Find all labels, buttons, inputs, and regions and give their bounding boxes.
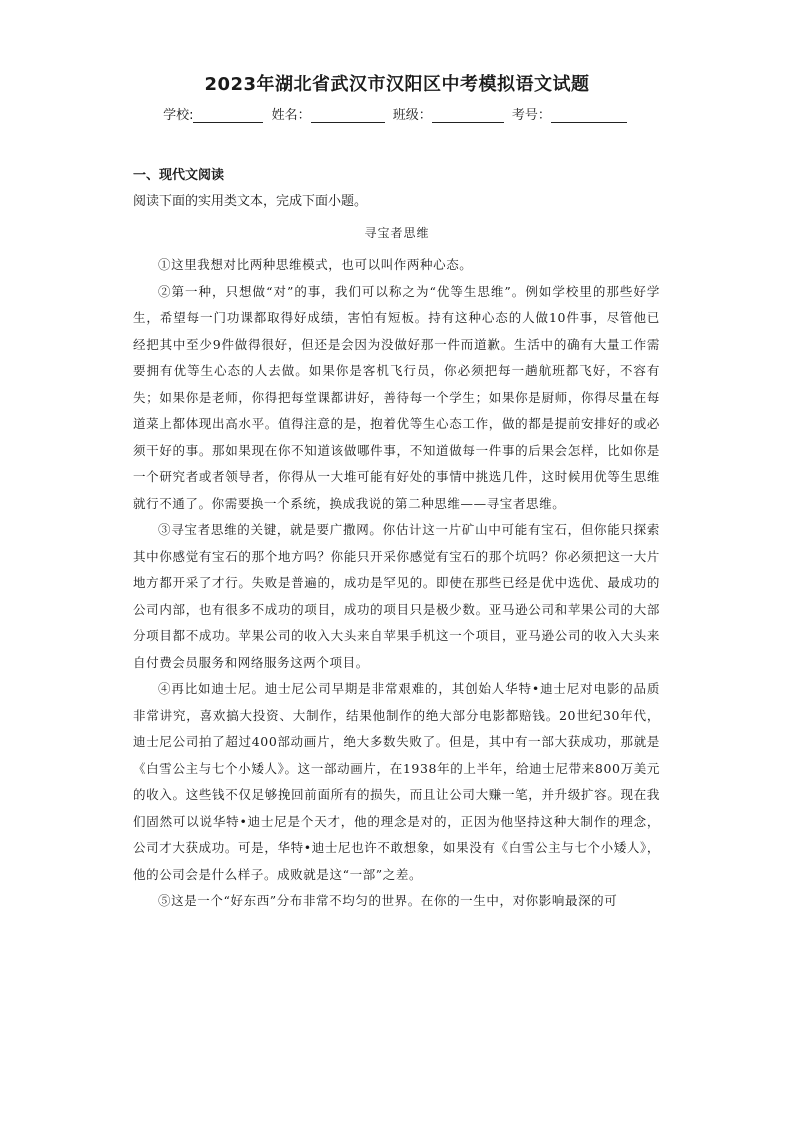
school-label: 学校: — [163, 108, 194, 123]
name-blank — [311, 108, 385, 123]
paragraph-1: ①这里我想对比两种思维模式，也可以叫作两种心态。 — [158, 257, 473, 272]
article-body — [133, 252, 660, 915]
name-label: 姓名： — [271, 108, 311, 123]
exam-no-blank — [551, 108, 627, 123]
section-heading: 一、现代文阅读 — [133, 168, 225, 183]
paragraph-2: ②第一种，只想做“对”的事，我们可以称之为“优等生思维”。例如学校里的那些好学生，希望每一门功课都取得好成绩，害怕有短板。持有这种心态的人做10件事，尽管他已经把其中至少9件做得很好，但还是会因为没做好那一件而道歉。生活中的确有大量工作需要拥有优等生心态的人去做。如果你是客机飞行员，你必须把每一趟航班都飞好，不容有失；如果你是老师，你得把每堂课都讲好，善待每一个学生；如果你是厨师，你得尽量在每道菜上都体现出高水平。值得注意的是，抱着优等生心态工作，做的都是提前安排好的或必须干好的事。那如果现在你不知道该做哪件事，不知道做每一件事的后果会怎样，比如你是一个研究者或者领导者，你得从一大堆可能有好处的事情中挑选几件，这时候用优等生思维就行不通了。你需要换一个系统，换成我说的第二种思维——寻宝者思维。 — [133, 283, 660, 511]
exam-title: 2023年湖北省武汉市汉阳区中考模拟语文试题 — [204, 74, 590, 95]
article-title: 寻宝者思维 — [364, 226, 430, 240]
reading-instruction: 阅读下面的实用类文本，完成下面小题。 — [133, 194, 368, 209]
exam-no-label: 考号： — [511, 108, 551, 123]
paragraph-4: ④再比如迪士尼。迪士尼公司早期是非常艰难的，其创始人华特•迪士尼对电影的品质非常讲究，喜欢搞大投资、大制作，结果他制作的绝大部分电影都赔钱。20世纪30年代，迪士尼公司拍了超过400部动画片，绝大多数失败了。但是，其中有一部大获成功，那就是《白雪公主与七个小矮人》。这一部动画片，在1938年的上半年，给迪士尼带来800万美元的收入。这些钱不仅足够挽回前面所有的损失，而且让公司大赚一笔，并升级扩容。现在我们固然可以说华特•迪士尼是个天才，他的理念是对的，正因为他坚持这种大制作的理念，公司才大获成功。可是，华特•迪士尼也许不敢想象，如果没有《白雪公主与七个小矮人》，他的公司会是什么样子。成败就是这“一部”之差。 — [133, 681, 660, 882]
class-label: 班级： — [392, 108, 432, 123]
class-blank — [432, 108, 504, 123]
paragraph-5: ⑤这是一个“好东西”分布非常不均匀的世界。在你的一生中，对你影响最深的可 — [158, 893, 618, 908]
student-info-row — [0, 104, 794, 123]
paragraph-3: ③寻宝者思维的关键，就是要广撒网。你估计这一片矿山中可能有宝石，但你能只探索其中你感觉有宝石的那个地方吗？你能只开采你感觉有宝石的那个坑吗？你必须把这一大片地方都开采了才行。失败是普遍的，成功是罕见的。即使在那些已经是优中选优、最成功的公司内部，也有很多不成功的项目，成功的项目只是极少数。亚马逊公司和苹果公司的大部分项目都不成功。苹果公司的收入大头来自苹果手机这一个项目，亚马逊公司的收入大头来自付费会员服务和网络服务这两个项目。 — [133, 522, 660, 670]
school-blank — [193, 108, 263, 123]
